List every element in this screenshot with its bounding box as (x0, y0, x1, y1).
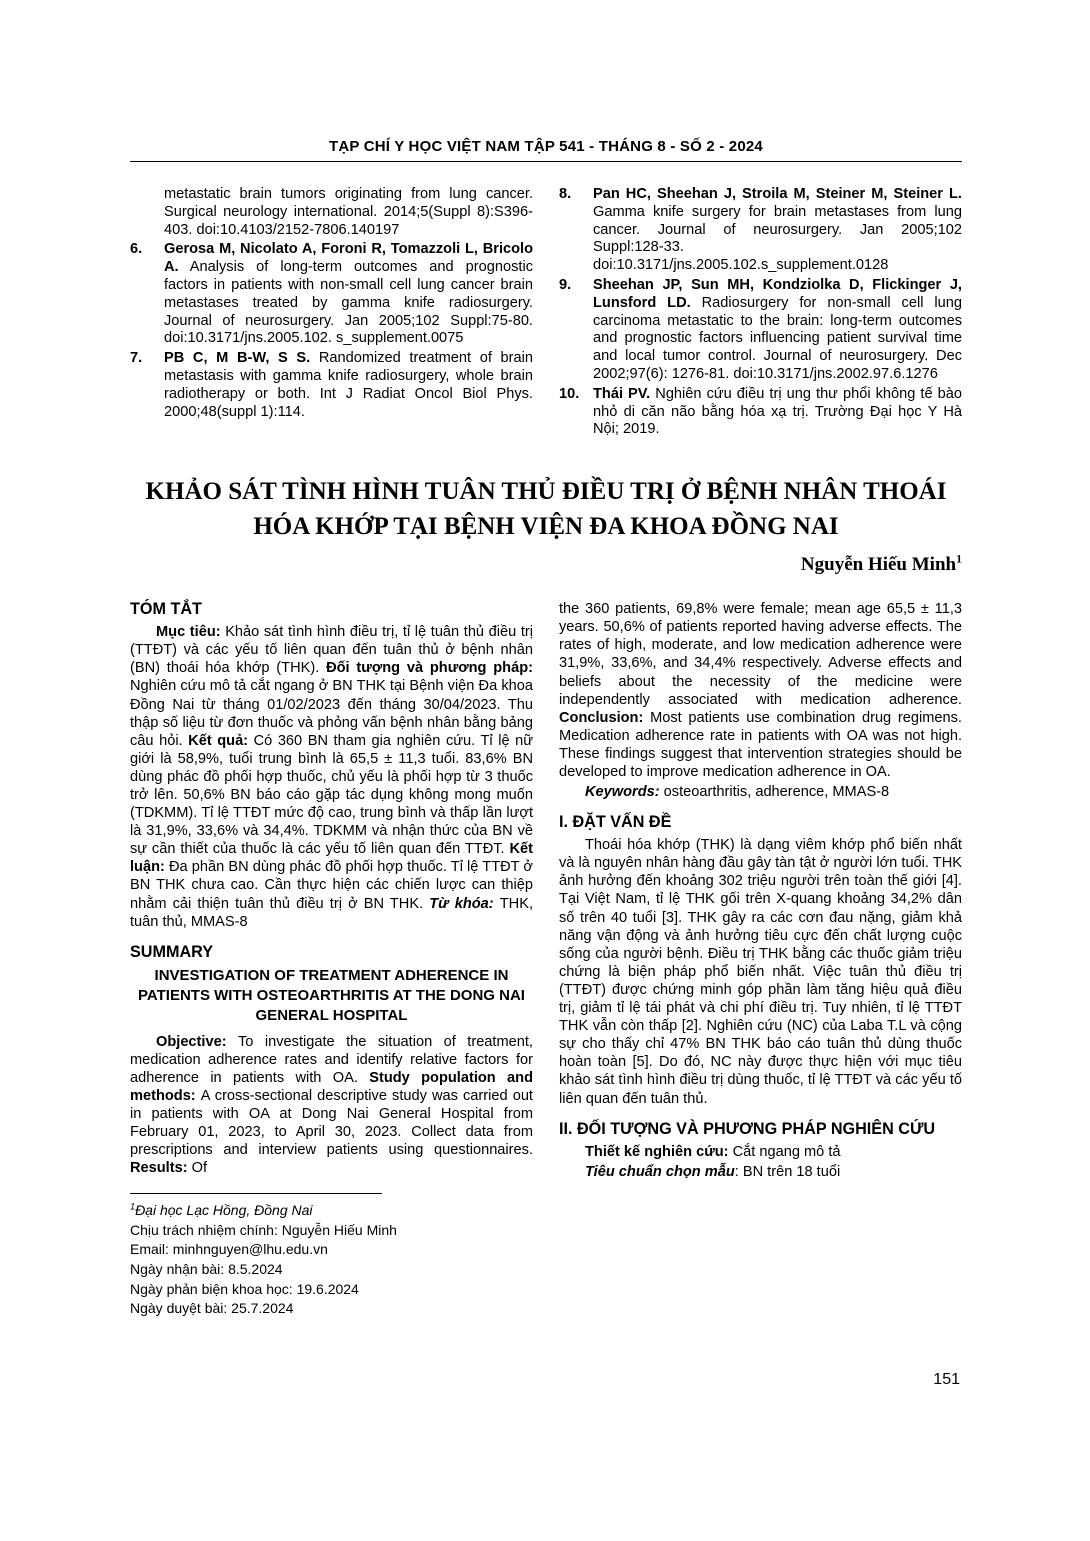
study-design-line: Thiết kế nghiên cứu: Cắt ngang mô tả (585, 1143, 841, 1160)
reference-item (559, 386, 962, 439)
footnote (130, 1193, 533, 1319)
reference-text: Thái PV. Nghiên cứu điều trị ung thư phổi không tế bào nhỏ di căn não bằng hóa xạ trị. Trường Đại học Y Hà Nội; 2019. (593, 385, 962, 438)
reference-number: 10. (559, 385, 580, 402)
article-title: KHẢO SÁT TÌNH HÌNH TUÂN THỦ ĐIỀU TRỊ Ở BỆNH NHÂN THOÁI HÓA KHỚP TẠI BỆNH VIỆN ĐA KHOA ĐỒNG NAI (145, 478, 947, 540)
abstract-vi-paragraph: Mục tiêu: Khảo sát tình hình điều trị, tỉ lệ tuân thủ điều trị (TTĐT) và các yếu tố liên quan đến tuân thủ ở bệnh nhân (BN) thoái hóa khớp (THK). Đối tượng và phương pháp: Nghiên cứu mô tả cắt ngang ở BN THK tại Bệnh viện Đa khoa Đồng Nai từ tháng 01/02/2023 đến tháng 30/04/2023. Thu thập số liệu từ đơn thuốc và phỏng vấn bệnh nhân bằng bảng câu hỏi. Kết quả: Có 360 BN tham gia nghiên cứu. Tỉ lệ nữ giới là 58,9%, tuổi trung bình là 65,5 ± 11,3 tuổi. 83,6% BN dùng phác đồ phối hợp thuốc, chủ yếu là phối hợp từ 3 thuốc trở lên. 50,6% BN báo cáo gặp tác dụng không mong muốn (TDKMM). Tỉ lệ TTĐT mức độ cao, trung bình và thấp lần lượt là 31,9%, 33,6% và 34,4%. TDKMM và nhận thức của BN về sự cần thiết của thuốc là các yếu tố liên quan đến TTĐT. Kết luận: Đa phần BN dùng phác đồ phối hợp thuốc. Tỉ lệ TTĐT ở BN THK chưa cao. Cần thực hiện các chiến lược can thiệp nhằm cải thiện tuân thủ điều trị ở BN THK. Từ khóa: THK, tuân thủ, MMAS-8 (130, 624, 533, 930)
footnote-rule (130, 1193, 382, 1194)
footnote-email: Email: minhnguyen@lhu.edu.vn (130, 1241, 328, 1258)
references-section (130, 186, 962, 441)
reference-text: Gerosa M, Nicolato A, Foroni R, Tomazzoli L, Bricolo A. Analysis of long-term outcomes and prognostic factors in patients with non-small cell lung cancer brain metastases treated by gamma knife radiosurgery. Journal of neurosurgery. Jan 2005;102 Suppl:75-80. doi:10.3171/jns.2005.102. s_supplement.0075 (164, 241, 533, 347)
abstract-en-paragraph: Objective: To investigate the situation of treatment, medication adherence rates and identify relative factors for adherence in patients with OA. Study population and methods: A cross-sectional descriptive study was carried out in patients with OA at Dong Nai General Hospital from February 01, 2023, to April 30, 2023. Collect data from prescriptions and interview patients using questionnaires. Results: Of (130, 1033, 533, 1177)
abstract-en-continuation: the 360 patients, 69,8% were female; mean age 65,5 ± 11,3 years. 50,6% of patients reported having adverse effects. The rates of high, moderate, and low medication adherence were 31,9%, 33,6%, and 34,4% respectively. Adverse effects and beliefs about the necessity of the medicine were independently associated with medication adherence. Conclusion: Most patients use combination drug regimens. Medication adherence rate in patients with OA was not high. These findings suggest that intervention strategies should be developed to improve medication adherence in OA. (559, 601, 962, 780)
reference-item (559, 277, 962, 384)
reference-item (130, 350, 533, 421)
footnote-affiliation: $^1$Đại học Lạc Hồng, Đồng Nai (130, 1201, 313, 1219)
summary-heading: SUMMARY (130, 942, 214, 961)
author-line: Nguyễn Hiếu Minh$^1$ (800, 552, 962, 576)
summary-title: INVESTIGATION OF TREATMENT ADHERENCE IN PATIENTS WITH OSTEOARTHRITIS AT THE DONG NAI GENERAL HOSPITAL (138, 966, 525, 1025)
references-left-column (130, 186, 533, 441)
reference-item (130, 186, 533, 239)
methods-heading: II. ĐỐI TƯỢNG VÀ PHƯƠNG PHÁP NGHIÊN CỨU (559, 1119, 936, 1138)
reference-text: metastatic brain tumors originating from lung cancer. Surgical neurology international. 2014;5(Suppl 8):S396-403. doi:10.4103/2152-7806.140197 (164, 186, 533, 238)
reference-number: 9. (559, 276, 572, 293)
footnote-accepted-date: Ngày duyệt bài: 25.7.2024 (130, 1300, 294, 1317)
tom-tat-heading: TÓM TẮT (130, 600, 202, 619)
reference-text: PB C, M B-W, S S. Randomized treatment of brain metastasis with gamma knife radiosurgery, whole brain radiotherapy or both. Int J Radiat Oncol Biol Phys. 2000;48(suppl 1):114. (164, 350, 533, 420)
reference-number: 7. (130, 350, 143, 367)
body-left-column (130, 600, 533, 1319)
introduction-heading: I. ĐẶT VẤN ĐỀ (559, 813, 672, 832)
keywords-line: Keywords: osteoarthritis, adherence, MMAS-8 (585, 784, 890, 801)
page-number: 151 (933, 1371, 960, 1388)
footnote-review-date: Ngày phản biện khoa học: 19.6.2024 (130, 1280, 359, 1297)
journal-header (130, 138, 962, 162)
reference-text: Sheehan JP, Sun MH, Kondziolka D, Flickinger J, Lunsford LD. Radiosurgery for non-small cell lung carcinoma metastatic to the brain: long-term outcomes and prognostic factors influencing patient survival time and local tumor control. Journal of neurosurgery. Dec 2002;97(6): 1276-81. doi:10.3171/jns.2002.97.6.1276 (593, 276, 962, 382)
reference-item (559, 186, 962, 275)
body-right-column (559, 600, 962, 1319)
journal-title: TẠP CHÍ Y HỌC VIỆT NAM TẬP 541 - THÁNG 8 - SỐ 2 - 2024 (329, 138, 763, 155)
reference-number: 6. (130, 241, 143, 258)
reference-number: 8. (559, 186, 572, 202)
header-rule (130, 161, 962, 162)
reference-text: Pan HC, Sheehan J, Stroila M, Steiner M, Steiner L. Gamma knife surgery for brain metastases from lung cancer. Journal of neurosurgery. Jan 2005;102 Suppl:128-33. doi:10.3171/jns.2005.102.s_supplement.0128 (593, 186, 962, 274)
introduction-paragraph: Thoái hóa khớp (THK) là dạng viêm khớp phổ biến nhất và là nguyên nhân hàng đầu gây tàn tật ở người lớn tuổi. THK ảnh hưởng đến khoảng 302 triệu người trên toàn thế giới [4]. Tại Việt Nam, tỉ lệ THK gối trên X-quang khoảng 34,2% dân số trên 40 tuổi [3]. THK gây ra các cơn đau nặng, giảm khả năng vận động và ảnh hưởng tiêu cực đến chất lượng cuộc sống của người bệnh. Điều trị THK bằng các thuốc giảm triệu chứng là biện pháp phổ biến nhất. Việc tuân thủ điều trị (TTĐT) được chứng minh góp phần làm tăng hiệu quả điều trị, giảm tỉ lệ tái phát và chi phí điều trị. Tuy nhiên, tỉ lệ TTĐT THK vẫn còn thấp [2]. Nghiên cứu (NC) của Laba T.L và cộng sự cho thấy chỉ 47% BN THK báo cáo tuân thủ dùng thuốc hoàn toàn [5]. Do đó, NC này được thực hiện với mục tiêu khảo sát tình hình điều trị dùng thuốc, tỉ lệ TTĐT và các yếu tố liên quan đến tuân thủ. (559, 837, 962, 1107)
footnote-received-date: Ngày nhận bài: 8.5.2024 (130, 1261, 283, 1278)
reference-number (130, 186, 164, 239)
sampling-criteria-line: Tiêu chuẩn chọn mẫu: BN trên 18 tuổi (585, 1163, 841, 1180)
reference-item (130, 241, 533, 348)
references-right-column (559, 186, 962, 441)
article-body (130, 600, 962, 1319)
footnote-corresponding-author: Chịu trách nhiệm chính: Nguyễn Hiếu Minh (130, 1221, 397, 1238)
